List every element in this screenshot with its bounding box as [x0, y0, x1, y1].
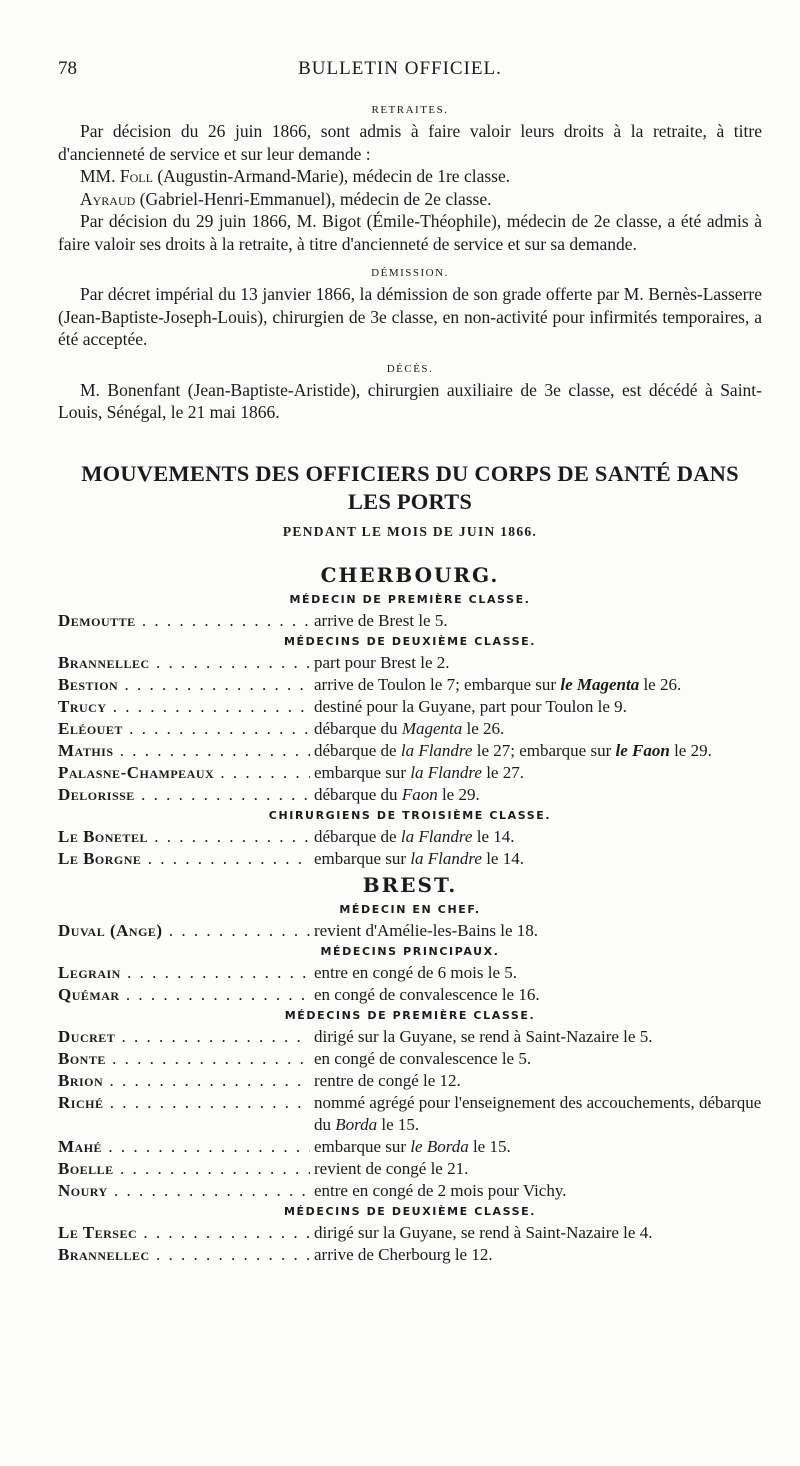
- officer-name: Duval (Ange) . . .: [58, 920, 310, 942]
- rank-heading: MÉDECINS PRINCIPAUX.: [320, 944, 500, 958]
- list-item: [58, 610, 762, 632]
- page-header: [58, 58, 742, 84]
- officer-name: Demoutte . . .: [58, 610, 310, 632]
- movement-description: rentre de congé le 12.: [314, 1070, 461, 1090]
- officer-name: Le Borgne . . .: [58, 848, 310, 870]
- movement-description: embarque sur la Flandre le 14.: [314, 848, 524, 868]
- running-title: BULLETIN OFFICIEL.: [298, 58, 502, 79]
- movement-description: dirigé sur la Guyane, se rend à Saint-Nazaire le 4.: [314, 1222, 653, 1242]
- list-item: [58, 1092, 762, 1136]
- list-item: [58, 1158, 762, 1180]
- list-item: [58, 1026, 762, 1048]
- movement-description: arrive de Cherbourg le 12.: [314, 1244, 493, 1264]
- movement-description: en congé de convalescence le 16.: [314, 984, 540, 1004]
- deces-paragraph: M. Bonenfant (Jean-Baptiste-Aristide), chirurgien auxiliaire de 3e classe, est décédé à Saint-Louis, Sénégal, le 21 mai 1866.: [58, 379, 762, 422]
- officer-name: Bonte . . .: [58, 1048, 310, 1070]
- list-item: [58, 696, 762, 718]
- officer-name: Delorisse . . .: [58, 784, 310, 806]
- list-item: [58, 1244, 762, 1266]
- list-item: [58, 718, 762, 740]
- officer-name: Noury . . .: [58, 1180, 310, 1202]
- officer-name: Trucy . . .: [58, 696, 310, 718]
- mouvements-subtitle: PENDANT LE MOIS DE JUIN 1866.: [282, 523, 538, 539]
- retraites-paragraph-4: Par décision du 29 juin 1866, M. Bigot (Émile-Théophile), médecin de 2e classe, a été admis à faire valoir ses droits à la retraite, à titre d'ancienneté de service et sur sa demande.: [58, 211, 762, 254]
- deces-heading: DÉCÈS.: [386, 362, 434, 375]
- movement-description: part pour Brest le 2.: [314, 652, 450, 672]
- rank-heading: MÉDECINS DE DEUXIÈME CLASSE.: [283, 634, 537, 648]
- movement-description: débarque de la Flandre le 14.: [314, 826, 515, 846]
- movement-description: nommé agrégé pour l'enseignement des accouchements, débarque du Borda le 15.: [314, 1092, 762, 1134]
- list-item: [58, 826, 762, 848]
- movement-description: dirigé sur la Guyane, se rend à Saint-Nazaire le 5.: [314, 1026, 653, 1046]
- movement-description: entre en congé de 6 mois le 5.: [314, 962, 517, 982]
- retraites-paragraph-2: [58, 165, 762, 188]
- movement-description: en congé de convalescence le 5.: [314, 1048, 532, 1068]
- list-item: [58, 674, 762, 696]
- officer-name: Brannellec . . .: [58, 1244, 310, 1266]
- officer-name: Le Tersec . . .: [58, 1222, 310, 1244]
- port-heading-brest: BREST.: [362, 872, 458, 897]
- page-body: [58, 100, 762, 1266]
- movement-description: arrive de Brest le 5.: [314, 610, 448, 630]
- movement-description: arrive de Toulon le 7; embarque sur le Magenta le 26.: [314, 674, 682, 694]
- officer-name: Brion . . .: [58, 1070, 310, 1092]
- movement-description: débarque du Faon le 29.: [314, 784, 480, 804]
- retraites-detail-foll: (Augustin-Armand-Marie), médecin de 1re classe.: [152, 166, 511, 186]
- movement-description: revient de congé le 21.: [314, 1158, 469, 1178]
- movement-description: débarque du Magenta le 26.: [314, 718, 505, 738]
- officer-name: Le Bonetel . . .: [58, 826, 310, 848]
- movement-description: embarque sur le Borda le 15.: [314, 1136, 511, 1156]
- retraites-heading: RETRAITES.: [371, 104, 449, 116]
- retraites-paragraph-1: Par décision du 26 juin 1866, sont admis à faire valoir leurs droits à la retraite, à titre d'ancienneté de service et sur leur demande :: [58, 121, 762, 164]
- movement-description: revient d'Amélie-les-Bains le 18.: [314, 920, 538, 940]
- rank-heading: CHIRURGIENS DE TROISIÈME CLASSE.: [268, 808, 552, 822]
- list-item: [58, 784, 762, 806]
- list-item: [58, 1180, 762, 1202]
- movement-description: débarque de la Flandre le 27; embarque sur le Faon le 29.: [314, 740, 712, 760]
- page-number: 78: [58, 58, 77, 79]
- officer-name: Quémar . . .: [58, 984, 310, 1006]
- list-item: [58, 1048, 762, 1070]
- list-item: [58, 848, 762, 870]
- list-item: [58, 652, 762, 674]
- officer-name: Ducret . . .: [58, 1026, 310, 1048]
- officer-name: Bestion . . .: [58, 674, 310, 696]
- list-item: [58, 1222, 762, 1244]
- list-item: [58, 920, 762, 942]
- demission-paragraph: Par décret impérial du 13 janvier 1866, la démission de son grade offerte par M. Bernès-Lasserre (Jean-Baptiste-Joseph-Louis), chirurgien de 3e classe, en non-activité pour infirmités temporaires, a été acceptée.: [58, 284, 762, 349]
- officer-name: Mahé . . .: [58, 1136, 310, 1158]
- retraites-name-foll: MM. Foll: [80, 166, 153, 186]
- officer-name: Palasne-Champeaux . . .: [58, 762, 310, 784]
- movement-description: entre en congé de 2 mois pour Vichy.: [314, 1180, 567, 1200]
- rank-heading: MÉDECIN EN CHEF.: [339, 902, 481, 916]
- list-item: [58, 740, 762, 762]
- list-item: [58, 1136, 762, 1158]
- rank-heading: MÉDECINS DE PREMIÈRE CLASSE.: [284, 1008, 536, 1022]
- officer-name: Eléouet . . .: [58, 718, 310, 740]
- officer-name: Legrain . . .: [58, 962, 310, 984]
- port-heading-cherbourg: CHERBOURG.: [320, 562, 500, 587]
- list-item: [58, 762, 762, 784]
- officer-name: Mathis . . .: [58, 740, 310, 762]
- list-item: [58, 1070, 762, 1092]
- rank-heading: MÉDECIN DE PREMIÈRE CLASSE.: [289, 592, 531, 606]
- retraites-detail-ayraud: (Gabriel-Henri-Emmanuel), médecin de 2e classe.: [135, 188, 492, 209]
- officer-name: Boelle . . .: [58, 1158, 310, 1180]
- movement-description: embarque sur la Flandre le 27.: [314, 762, 524, 782]
- officer-name: Riché . . .: [58, 1092, 310, 1114]
- rank-heading: MÉDECINS DE DEUXIÈME CLASSE.: [283, 1204, 537, 1218]
- mouvements-title: MOUVEMENTS DES OFFICIERS DU CORPS DE SANTÉ DANS LES PORTS: [81, 460, 739, 514]
- list-item: [58, 962, 762, 984]
- movement-description: destiné pour la Guyane, part pour Toulon le 9.: [314, 696, 627, 716]
- list-item: [58, 984, 762, 1006]
- officer-name: Brannellec . . .: [58, 652, 310, 674]
- demission-heading: DÉMISSION.: [371, 267, 449, 279]
- retraites-paragraph-3: [58, 188, 762, 211]
- retraites-name-ayraud: Ayraud: [80, 188, 136, 209]
